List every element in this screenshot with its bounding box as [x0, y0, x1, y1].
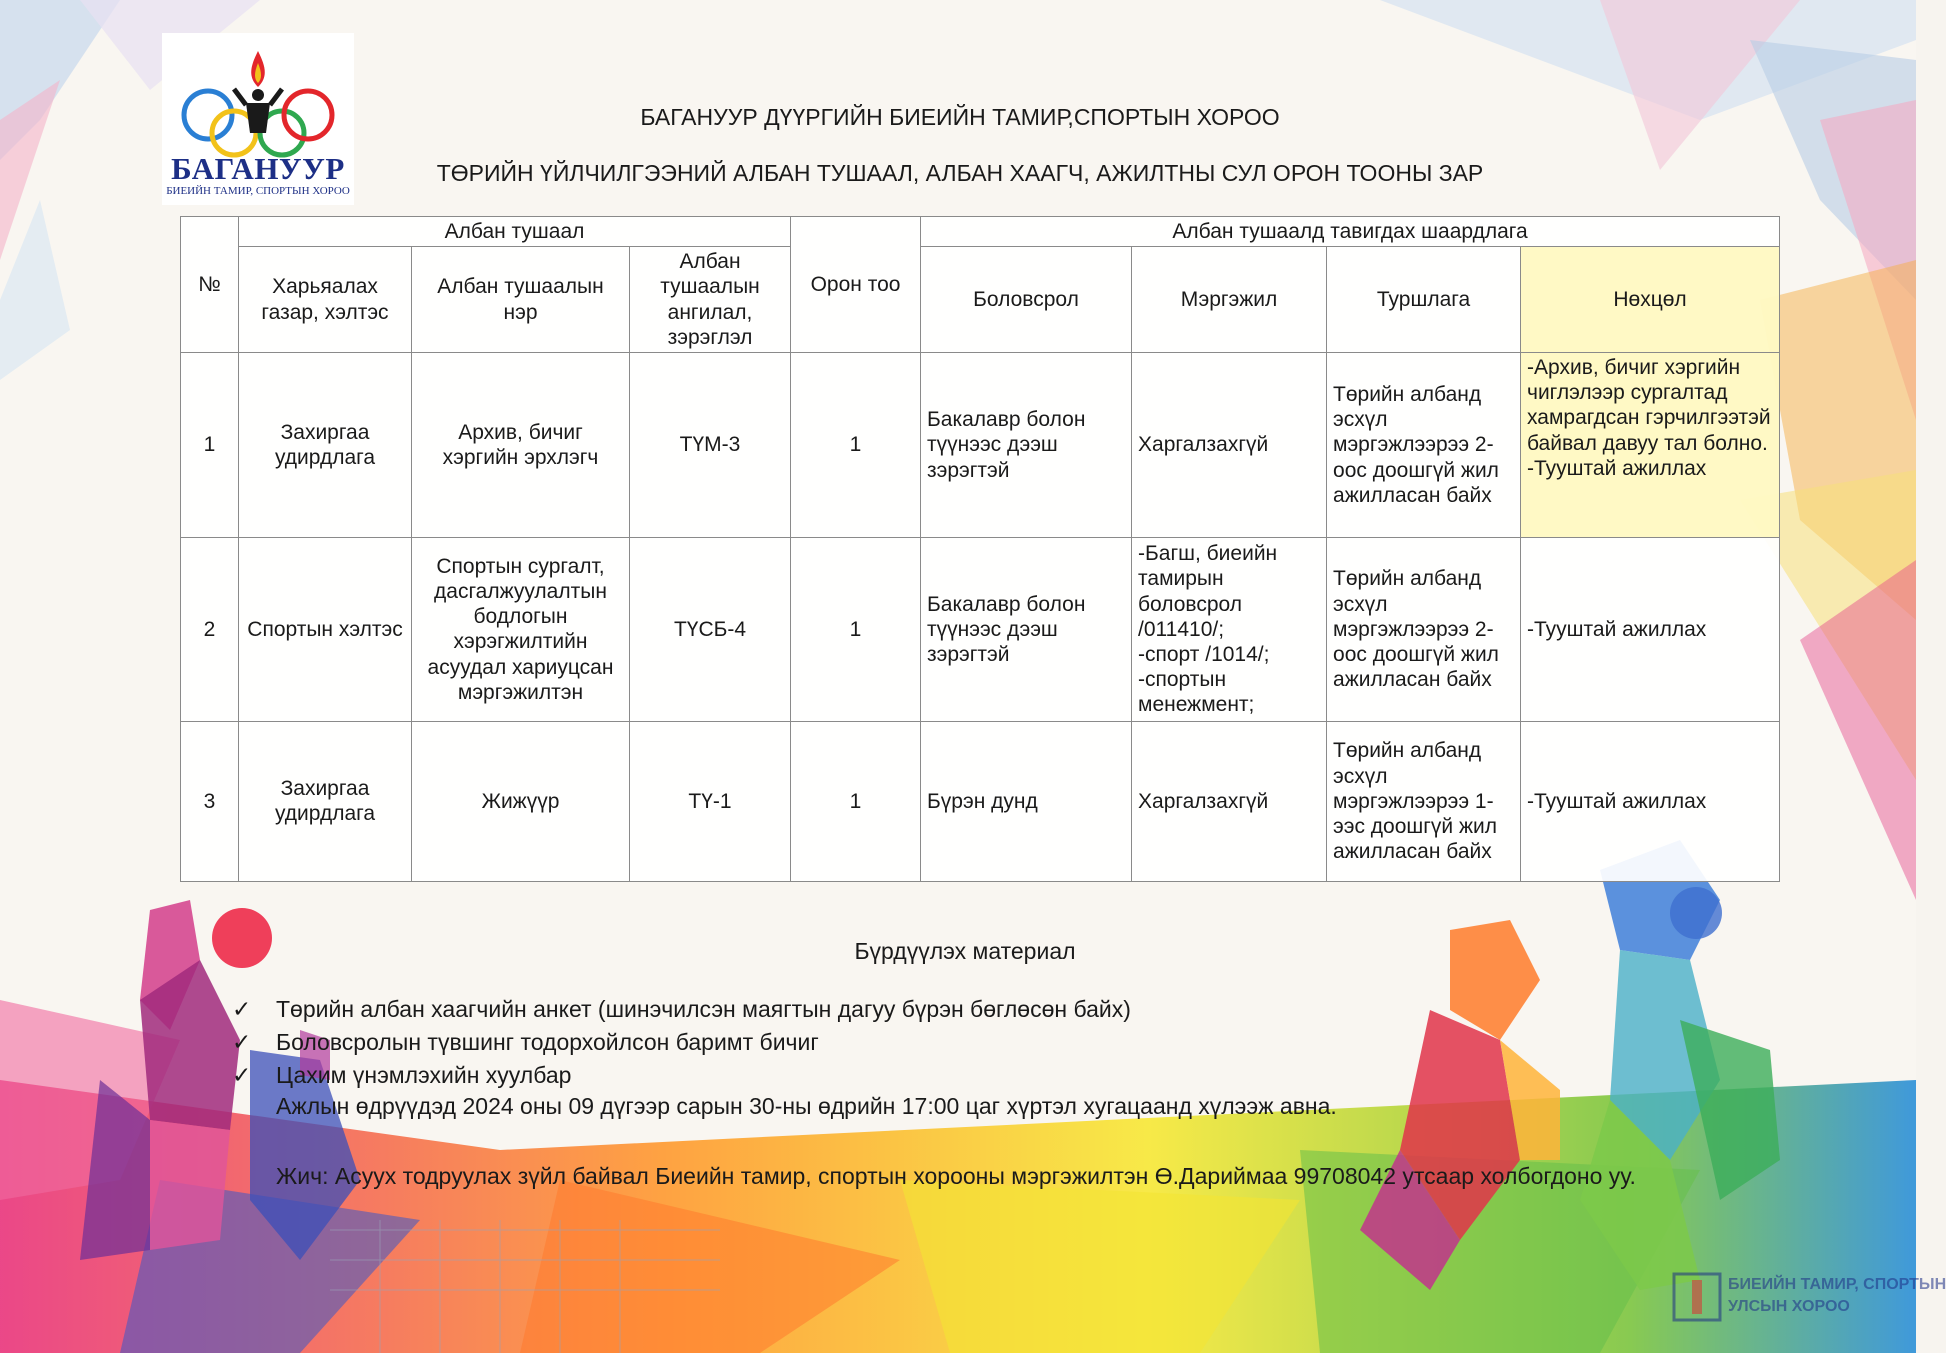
page-title: ТӨРИЙН ҮЙЛЧИЛГЭЭНИЙ АЛБАН ТУШААЛ, АЛБАН ХААГЧ, АЖИЛТНЫ СУЛ ОРОН ТООНЫ ЗАР [436, 160, 1484, 186]
cell-class: ТҮМ-3 [630, 352, 791, 537]
list-item [232, 1059, 1752, 1092]
footer-logo-line2: УЛСЫН ХОРОО [1728, 1298, 1850, 1315]
cell-position-name: Архив, бичиг хэргийн эрхлэгч [412, 352, 630, 537]
cell-count: 1 [791, 352, 921, 537]
check-icon: ✓ [232, 1062, 252, 1088]
logo-name: БАГАНУУР [171, 151, 345, 186]
materials-title: Бүрдүүлэх материал [854, 938, 1076, 964]
list-item [232, 1026, 1752, 1059]
list-item-text: Цахим үнэмлэхийн хуулбар [276, 1062, 572, 1088]
table-row [181, 352, 1780, 537]
vacancy-table [180, 216, 1780, 882]
cell-experience: Төрийн албанд эсхүл мэргэжлээрээ 2-оос доошгүй жил ажилласан байх [1327, 537, 1521, 721]
cell-conditions: -Тууштай ажиллах [1521, 537, 1780, 721]
cell-unit: Захиргаа удирдлага [239, 352, 412, 537]
cell-unit: Захиргаа удирдлага [239, 721, 412, 881]
column-header-profession: Мэргэжил [1132, 247, 1327, 353]
cell-number: 1 [181, 352, 239, 537]
cell-conditions: -Архив, бичиг хэргийн чиглэлээр сургалтад хамрагдсан гэрчилгээтэй байвал давуу тал болно. -Тууштай ажиллах [1521, 352, 1780, 537]
cell-unit: Спортын хэлтэс [239, 537, 412, 721]
table-row [181, 721, 1780, 881]
cell-experience: Төрийн албанд эсхүл мэргэжлээрээ 1-ээс доошгүй жил ажилласан байх [1327, 721, 1521, 881]
column-header-count: Орон тоо [791, 217, 921, 353]
cell-education: Бүрэн дунд [921, 721, 1132, 881]
cell-number: 2 [181, 537, 239, 721]
footer-logo [1672, 1268, 1946, 1330]
list-item-text: Боловсролын түвшинг тодорхойлсон баримт бичиг [276, 1029, 819, 1055]
list-item [232, 993, 1752, 1026]
column-header-conditions: Нөхцөл [1521, 247, 1780, 353]
logo-subtitle: БИЕИЙН ТАМИР, СПОРТЫН ХОРОО [166, 185, 350, 197]
column-header-unit: Харьяалах газар, хэлтэс [239, 247, 412, 353]
table-row [181, 537, 1780, 721]
cell-education: Бакалавр болон түүнээс дээш зэрэгтэй [921, 352, 1132, 537]
check-icon: ✓ [232, 1029, 252, 1055]
footer-logo-line1: БИЕИЙН ТАМИР, СПОРТЫН [1728, 1276, 1946, 1293]
group-header-requirements: Албан тушаалд тавигдах шаардлага [921, 217, 1780, 247]
column-header-education: Боловсрол [921, 247, 1132, 353]
deadline-text: Ажлын өдрүүдэд 2024 оны 09 дүгээр сарын 30-ны өдрийн 17:00 цаг хүртэл хугацаанд хүлээж авна. [276, 1093, 1337, 1119]
olympic-rings-icon [162, 33, 354, 153]
cell-count: 1 [791, 537, 921, 721]
cell-count: 1 [791, 721, 921, 881]
column-header-position-name: Албан тушаалын нэр [412, 247, 630, 353]
cell-number: 3 [181, 721, 239, 881]
column-header-class: Албан тушаалын ангилал, зэрэглэл [630, 247, 791, 353]
organization-title: БАГАНУУР ДҮҮРГИЙН БИЕИЙН ТАМИР,СПОРТЫН ХОРОО [640, 104, 1280, 130]
cell-position-name: Жижүүр [412, 721, 630, 881]
cell-profession: Харгалзахгүй [1132, 721, 1327, 881]
cell-class: ТҮ-1 [630, 721, 791, 881]
cell-profession: Харгалзахгүй [1132, 352, 1327, 537]
check-icon: ✓ [232, 996, 252, 1022]
cell-education: Бакалавр болон түүнээс дээш зэрэгтэй [921, 537, 1132, 721]
column-header-experience: Туршлага [1327, 247, 1521, 353]
cell-class: ТҮСБ-4 [630, 537, 791, 721]
group-header-position: Албан тушаал [239, 217, 791, 247]
contact-note: Жич: Асуух тодруулах зүйл байвал Биеийн тамир, спортын хорооны мэргэжилтэн Ө.Дариймаа 99708042 утсаар холбогдоно уу. [276, 1163, 1636, 1189]
cell-position-name: Спортын сургалт, дасгалжуулалтын бодлогын хэрэгжилтийн асуудал хариуцсан мэргэжилтэн [412, 537, 630, 721]
emblem-icon [1672, 1272, 1722, 1322]
cell-conditions: -Тууштай ажиллах [1521, 721, 1780, 881]
organization-logo [162, 33, 354, 205]
list-item-text: Төрийн албан хаагчийн анкет (шинэчилсэн маягтын дагуу бүрэн бөглөсөн байх) [276, 996, 1131, 1022]
cell-profession: -Багш, биеийн тамирын боловсрол /011410/; -спорт /1014/; -спортын менежмент; [1132, 537, 1327, 721]
cell-experience: Төрийн албанд эсхүл мэргэжлээрээ 2-оос доошгүй жил ажилласан байх [1327, 352, 1521, 537]
materials-list [232, 993, 1752, 1092]
column-header-number: № [181, 217, 239, 353]
